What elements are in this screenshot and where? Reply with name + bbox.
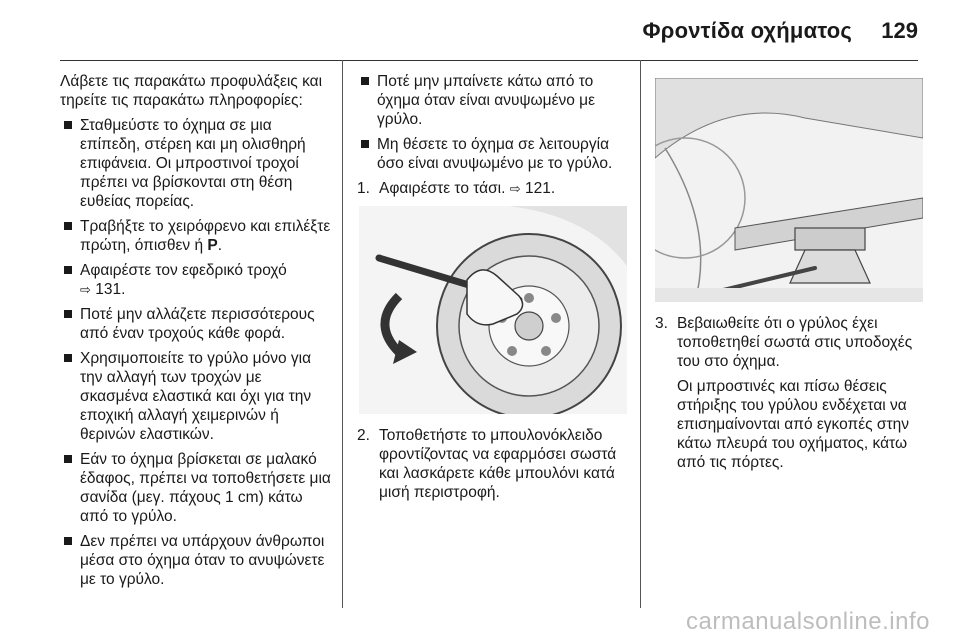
step-item: 3. Βεβαιωθείτε ότι ο γρύλος έχει τοποθετηθεί σωστά στις υποδοχές του στο όχημα.: [655, 315, 913, 370]
list-item: Μη θέσετε το όχημα σε λειτουργία όσο είναι ανυψωμένο με το γρύλο.: [357, 135, 629, 173]
step-item: 2. Τοποθετήστε το μπουλονόκλειδο φροντίζοντας να εφαρμόσει σωστά και λασκάρετε κάθε μπουλόνι κατά μισή περιστροφή.: [357, 427, 617, 501]
watermark: carmanualsonline.info: [686, 608, 930, 635]
list-item: Εάν το όχημα βρίσκεται σε μαλακό έδαφος, πρέπει να τοποθετήσετε μια σανίδα (μεγ. πάχους 1 cm) κάτω από το γρύλο.: [60, 450, 332, 526]
header-rule: [60, 60, 918, 61]
column-divider: [640, 60, 641, 608]
page-number: 129: [881, 18, 918, 43]
jack-position-illustration: [655, 78, 923, 302]
arrow-reference-icon: ⇨: [509, 181, 521, 196]
column-middle: [357, 72, 629, 508]
list-item: Τραβήξτε το χειρόφρενο και επιλέξτε πρώτη, όπισθεν ή P.: [60, 217, 332, 255]
step-item: 1. Αφαιρέστε το τάσι. ⇨ 121.: [357, 180, 556, 197]
list-item: Δεν πρέπει να υπάρχουν άνθρωποι μέσα στο όχημα όταν το ανυψώνετε με το γρύλο.: [60, 532, 332, 589]
step-note: Οι μπροστινές και πίσω θέσεις στήριξης του γρύλου ενδέχεται να επισημαίνονται από εγκοπές στην κάτω πλευρά του οχήματος, κάτω από τις πόρτες.: [677, 378, 909, 471]
list-item: Αφαιρέστε τον εφεδρικό τροχό ⇨ 131.: [60, 261, 332, 299]
page-reference[interactable]: 121.: [524, 180, 556, 197]
page-header: [0, 0, 960, 60]
column-right: [655, 72, 923, 472]
gear-label: P: [207, 237, 218, 254]
wheel-wrench-illustration: [359, 206, 627, 414]
list-item: Σταθμεύστε το όχημα σε μια επίπεδη, στέρεη και μη ολισθηρή επιφάνεια. Οι μπροστινοί τροχοί πρέπει να βρίσκονται στη θέση ευθείας πορείας.: [60, 116, 332, 211]
section-title: Φροντίδα οχήματος: [642, 18, 852, 43]
intro-text: Λάβετε τις παρακάτω προφυλάξεις και τηρείτε τις παρακάτω πληροφορίες:: [60, 73, 323, 109]
column-divider: [342, 60, 343, 608]
column-left: [60, 72, 332, 595]
page-reference[interactable]: 131.: [95, 281, 126, 298]
list-item: Ποτέ μην μπαίνετε κάτω από το όχημα όταν είναι ανυψωμένο με γρύλο.: [357, 72, 629, 129]
list-item: Ποτέ μην αλλάζετε περισσότερους από έναν τροχούς κάθε φορά.: [60, 305, 332, 343]
list-item: Χρησιμοποιείτε το γρύλο μόνο για την αλλαγή των τροχών με σκασμένα ελαστικά και όχι για την εποχική αλλαγή χειμερινών ή θερινών ελαστικών.: [60, 349, 332, 444]
arrow-reference-icon: ⇨: [80, 282, 91, 297]
